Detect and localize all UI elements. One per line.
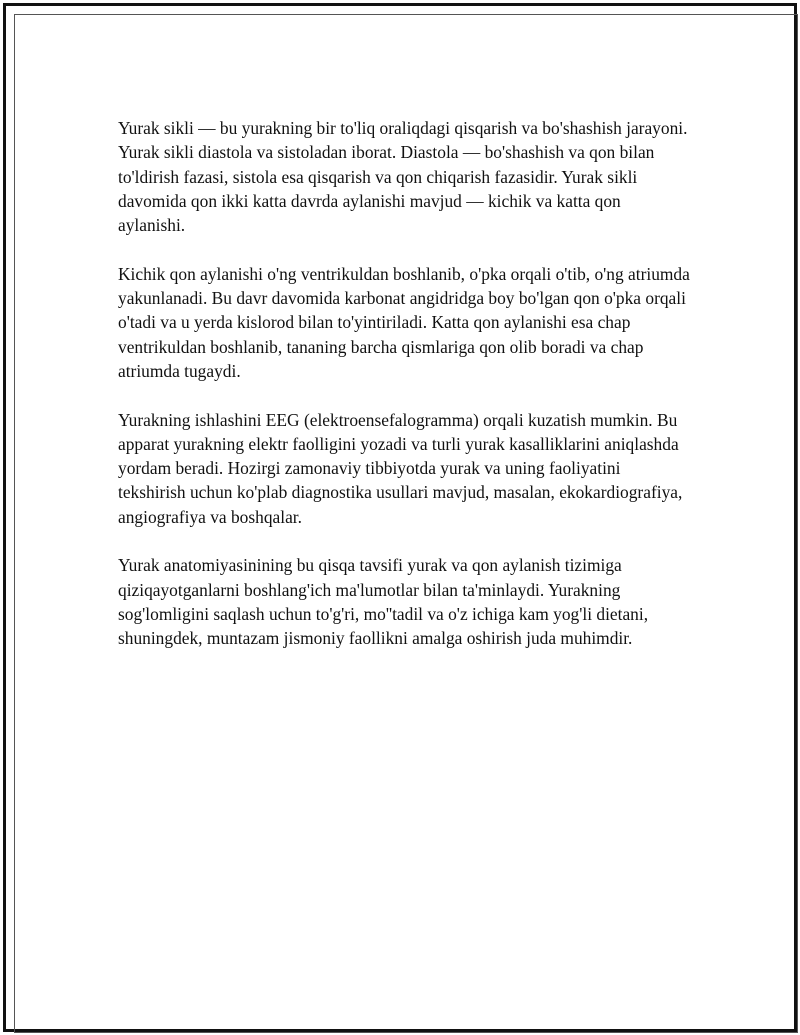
paragraph-cardiac-cycle: Yurak sikli — bu yurakning bir to'liq oraliqdagi qisqarish va bo'shashish jarayoni. Yurak sikli diastola va sistoladan iborat. Diastola — bo'shashish va qon bilan to'ldirish fazasi, sistola esa qisqarish va qon chiqarish fazasidir. Yurak sikli davomida qon ikki katta davrda aylanishi mavjud — kichik va katta qon aylanishi. — [118, 118, 688, 236]
paragraph-diagnostics: Yurakning ishlashini EEG (elektroensefalogramma) orqali kuzatish mumkin. Bu apparat yurakning elektr faolligini yozadi va turli yurak kasalliklarini aniqlashda yordam beradi. Hozirgi zamonaviy tibbiyotda yurak va uning faoliyatini tekshirish uchun ko'plab diagnostika usullari mavjud, masalan, ekokardiografiya, angiografiya va boshqalar. — [118, 409, 683, 527]
document-body — [118, 116, 690, 651]
paragraph-pulmonary-circulation: Kichik qon aylanishi o'ng ventrikuldan boshlanib, o'pka orqali o'tib, o'ng atriumda yakunlanadi. Bu davr davomida karbonat angidridga boy bo'lgan qon o'pka orqali o'tadi va u yerda kislorod bilan to'yintiriladi. Katta qon aylanishi esa chap ventrikuldan boshlanib, tananing barcha qismlariga qon olib boradi va chap atriumda tugaydi. — [118, 263, 690, 381]
paragraph-conclusion: Yurak anatomiyasinining bu qisqa tavsifi yurak va qon aylanish tizimiga qiziqayotganlarni boshlang'ich ma'lumotlar bilan ta'minlaydi. Yurakning sog'lomligini saqlash uchun to'g'ri, mo''tadil va o'z ichiga kam yog'li dietani, shuningdek, muntazam jismoniy faollikni amalga oshirish juda muhimdir. — [118, 555, 649, 649]
